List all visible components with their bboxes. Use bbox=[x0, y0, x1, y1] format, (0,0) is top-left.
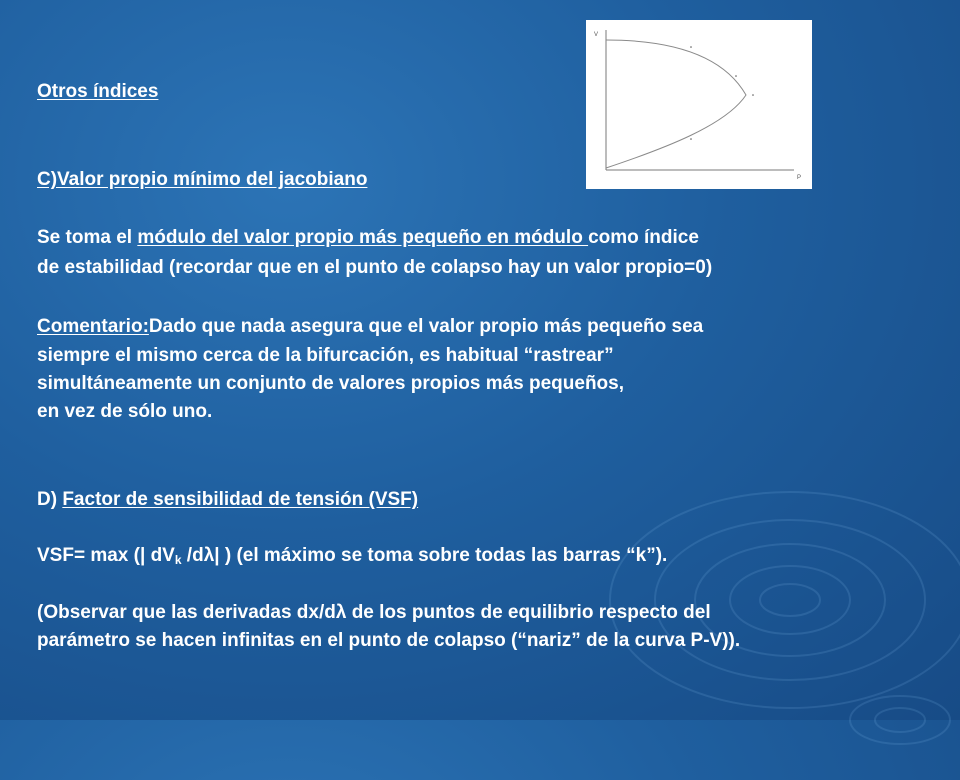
y-axis-label: V bbox=[594, 32, 599, 38]
x-axis-label: P bbox=[797, 175, 802, 181]
text-run: /dλ bbox=[181, 545, 215, 566]
comment-line: en vez de sólo uno. bbox=[37, 401, 213, 422]
heading-otros-indices: Otros índices bbox=[37, 81, 159, 102]
text-run: D) bbox=[37, 489, 63, 510]
underlined-phrase: módulo del valor propio más pequeño en módulo bbox=[137, 227, 589, 248]
curve-point bbox=[752, 94, 754, 96]
section-d-underlined-title: Factor de sensibilidad de tensión (VSF) bbox=[62, 489, 419, 510]
curve-point bbox=[690, 46, 692, 48]
comment-label: Comentario: bbox=[37, 316, 149, 337]
section-d-title bbox=[37, 488, 418, 512]
pv-curve bbox=[606, 40, 746, 168]
paragraph-line bbox=[37, 226, 699, 250]
text-run: | ) bbox=[214, 545, 232, 566]
observation-line: parámetro se hacen infinitas en el punto de colapso (“nariz” de la curva P-V)). bbox=[37, 630, 741, 651]
ripple-decoration bbox=[580, 420, 960, 780]
text-run: VSF= max ( bbox=[37, 545, 140, 566]
text-run: (el máximo se toma sobre todas las barras “k”). bbox=[231, 545, 668, 566]
observation-line: (Observar que las derivadas dx/dλ de los puntos de equilibrio respecto del bbox=[37, 602, 711, 623]
curve-point bbox=[690, 138, 692, 140]
comment-line: siempre el mismo cerca de la bifurcación, es habitual “rastrear” bbox=[37, 345, 614, 366]
pv-curve-figure bbox=[586, 20, 812, 189]
text-run: como índice bbox=[588, 227, 699, 248]
text-run: Dado que nada asegura que el valor propio más pequeño sea bbox=[148, 316, 704, 337]
text-run: Se toma el bbox=[37, 227, 138, 248]
paragraph-line: de estabilidad (recordar que en el punto de colapso hay un valor propio=0) bbox=[37, 257, 713, 278]
comment-line: simultáneamente un conjunto de valores propios más pequeños, bbox=[37, 373, 625, 394]
vsf-formula bbox=[37, 544, 667, 572]
comment-line bbox=[37, 315, 703, 339]
subscript-k: k bbox=[174, 553, 182, 567]
text-run: | dV bbox=[139, 545, 175, 566]
curve-point bbox=[735, 75, 737, 77]
section-c-title: C)Valor propio mínimo del jacobiano bbox=[37, 169, 368, 190]
